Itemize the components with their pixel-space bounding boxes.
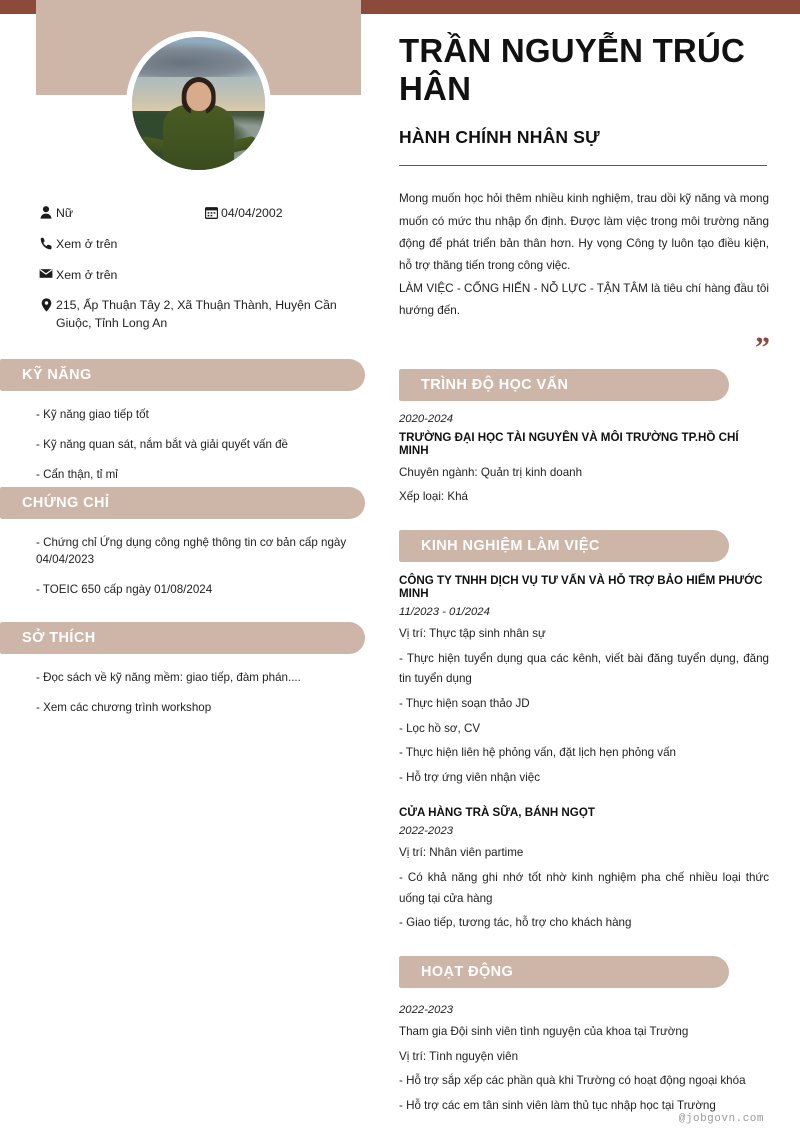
experience-date: 11/2023 - 01/2024 [399, 606, 490, 619]
phone-icon [36, 236, 56, 250]
summary-block [399, 188, 769, 323]
list-item: - Hỗ trợ các em tân sinh viên làm thủ tục nhập học tại Trường [399, 1098, 716, 1112]
contact-row-gender-birthday [36, 205, 366, 223]
section-certificates [0, 487, 365, 611]
hobbies-list [0, 670, 365, 717]
contact-email [36, 267, 366, 285]
page-title: TRẦN NGUYỄN TRÚC HÂN [399, 32, 746, 108]
activities-title: HOẠT ĐỘNG [399, 956, 729, 988]
hobbies-title: SỞ THÍCH [0, 622, 365, 654]
main-column [399, 0, 769, 1120]
experience-company: CỬA HÀNG TRÀ SỮA, BÁNH NGỌT [399, 806, 595, 820]
avatar [126, 31, 271, 176]
list-item: - Hỗ trợ sắp xếp các phần quà khi Trường có hoạt động ngoại khóa [399, 1074, 746, 1088]
education-grade: Xếp loại: Khá [399, 490, 468, 504]
section-hobbies [0, 622, 365, 730]
experience-entry [399, 574, 769, 788]
quote-mark-icon: ” [755, 330, 769, 364]
experience-title: KINH NGHIỆM LÀM VIỆC [399, 530, 729, 562]
avatar-body [163, 104, 235, 171]
contact-birthday [201, 205, 283, 223]
education-school: TRƯỜNG ĐẠI HỌC TÀI NGUYÊN VÀ MÔI TRƯỜNG TP.HỒ CHÍ MINH [399, 430, 739, 457]
activities-entry [399, 1004, 769, 1117]
list-item: - Có khả năng ghi nhớ tốt nhờ kinh nghiệm pha chế nhiều loại thức uống tại cửa hàng [399, 871, 769, 905]
skills-title: KỸ NĂNG [0, 359, 365, 391]
skills-list [0, 407, 365, 483]
list-item: - Thực hiện soạn thảo JD [399, 696, 530, 710]
contact-address [36, 297, 366, 333]
contact-email-value: Xem ở trên [56, 267, 118, 282]
list-item: Vị trí: Tình nguyện viên [399, 1049, 519, 1063]
summary-paragraph-1: Mong muốn học hỏi thêm nhiều kinh nghiệm, trau dồi kỹ năng và mong muốn có mức thu nhập ổn định. Được làm việc trong môi trường năng động để phát triển bản thân hơn. Hy vọng Công ty luôn tạo điều kiện, hỗ trợ thăng tiến trong công việc. [399, 192, 769, 273]
experience-position: Vị trí: Thực tập sinh nhân sự [399, 627, 546, 641]
certificates-title: CHỨNG CHỈ [0, 487, 365, 519]
education-major: Chuyên ngành: Quản trị kinh doanh [399, 465, 583, 479]
calendar-icon [201, 205, 221, 219]
avatar-face [186, 82, 211, 111]
section-skills [0, 359, 365, 496]
education-date: 2020-2024 [399, 412, 454, 425]
contact-address-value: 215, Ấp Thuận Tây 2, Xã Thuận Thành, Huyện Cần Giuộc, Tỉnh Long An [56, 298, 337, 331]
section-experience [399, 530, 769, 934]
contact-gender-value: Nữ [56, 206, 74, 220]
contact-birthday-value: 04/04/2002 [221, 206, 283, 220]
list-item: - Thực hiện tuyển dụng qua các kênh, viết bài đăng tuyển dụng, đăng tin tuyển dụng [399, 651, 769, 686]
contact-phone [36, 236, 366, 254]
avatar-image [132, 37, 265, 170]
list-item: - Xem các chương trình workshop [36, 700, 212, 714]
list-item: Tham gia Đội sinh viên tình nguyện của khoa tại Trường [399, 1024, 689, 1038]
certificates-list [0, 535, 365, 598]
contact-phone-value: Xem ở trên [56, 236, 118, 251]
list-item: - Kỹ năng giao tiếp tốt [36, 408, 149, 421]
list-item: - Kỹ năng quan sát, nắm bắt và giải quyết vấn đề [36, 437, 289, 451]
list-item: - Lọc hồ sơ, CV [399, 721, 481, 735]
list-item: - Giao tiếp, tương tác, hỗ trợ cho khách hàng [399, 916, 632, 930]
experience-position: Vị trí: Nhân viên partime [399, 846, 524, 860]
education-title: TRÌNH ĐỘ HỌC VẤN [399, 369, 729, 401]
experience-company: CÔNG TY TNHH DỊCH VỤ TƯ VẤN VÀ HỖ TRỢ BẢO HIỂM PHƯỚC MINH [399, 574, 763, 601]
section-activities [399, 956, 769, 1117]
list-item: - Chứng chỉ Ứng dụng công nghệ thông tin cơ bản cấp ngày 04/04/2023 [36, 536, 347, 566]
experience-date: 2022-2023 [399, 825, 454, 838]
watermark: @jobgovn.com [678, 1113, 764, 1125]
location-pin-icon [36, 297, 56, 312]
list-item: - Đọc sách về kỹ năng mềm: giao tiếp, đàm phán.... [36, 671, 301, 684]
divider [399, 165, 767, 167]
job-role: HÀNH CHÍNH NHÂN SỰ [399, 126, 600, 147]
contact-block [36, 205, 366, 346]
person-icon [36, 205, 56, 219]
list-item: - Cẩn thận, tỉ mỉ [36, 467, 118, 481]
activities-date: 2022-2023 [399, 1003, 454, 1016]
list-item: - Hỗ trợ ứng viên nhận việc [399, 770, 541, 784]
education-entry [399, 413, 769, 508]
avatar-cloud [132, 42, 265, 77]
envelope-icon [36, 267, 56, 279]
contact-gender [36, 205, 201, 223]
summary-paragraph-2: LÀM VIỆC - CỐNG HIẾN - NỖ LỰC - TẬN TÂM là tiêu chí hàng đầu tôi hướng đến. [399, 281, 769, 318]
list-item: - TOEIC 650 cấp ngày 01/08/2024 [36, 582, 213, 596]
section-education [399, 369, 769, 508]
experience-entry [399, 806, 769, 934]
list-item: - Thực hiện liên hệ phỏng vấn, đặt lịch hẹn phỏng vấn [399, 746, 676, 760]
